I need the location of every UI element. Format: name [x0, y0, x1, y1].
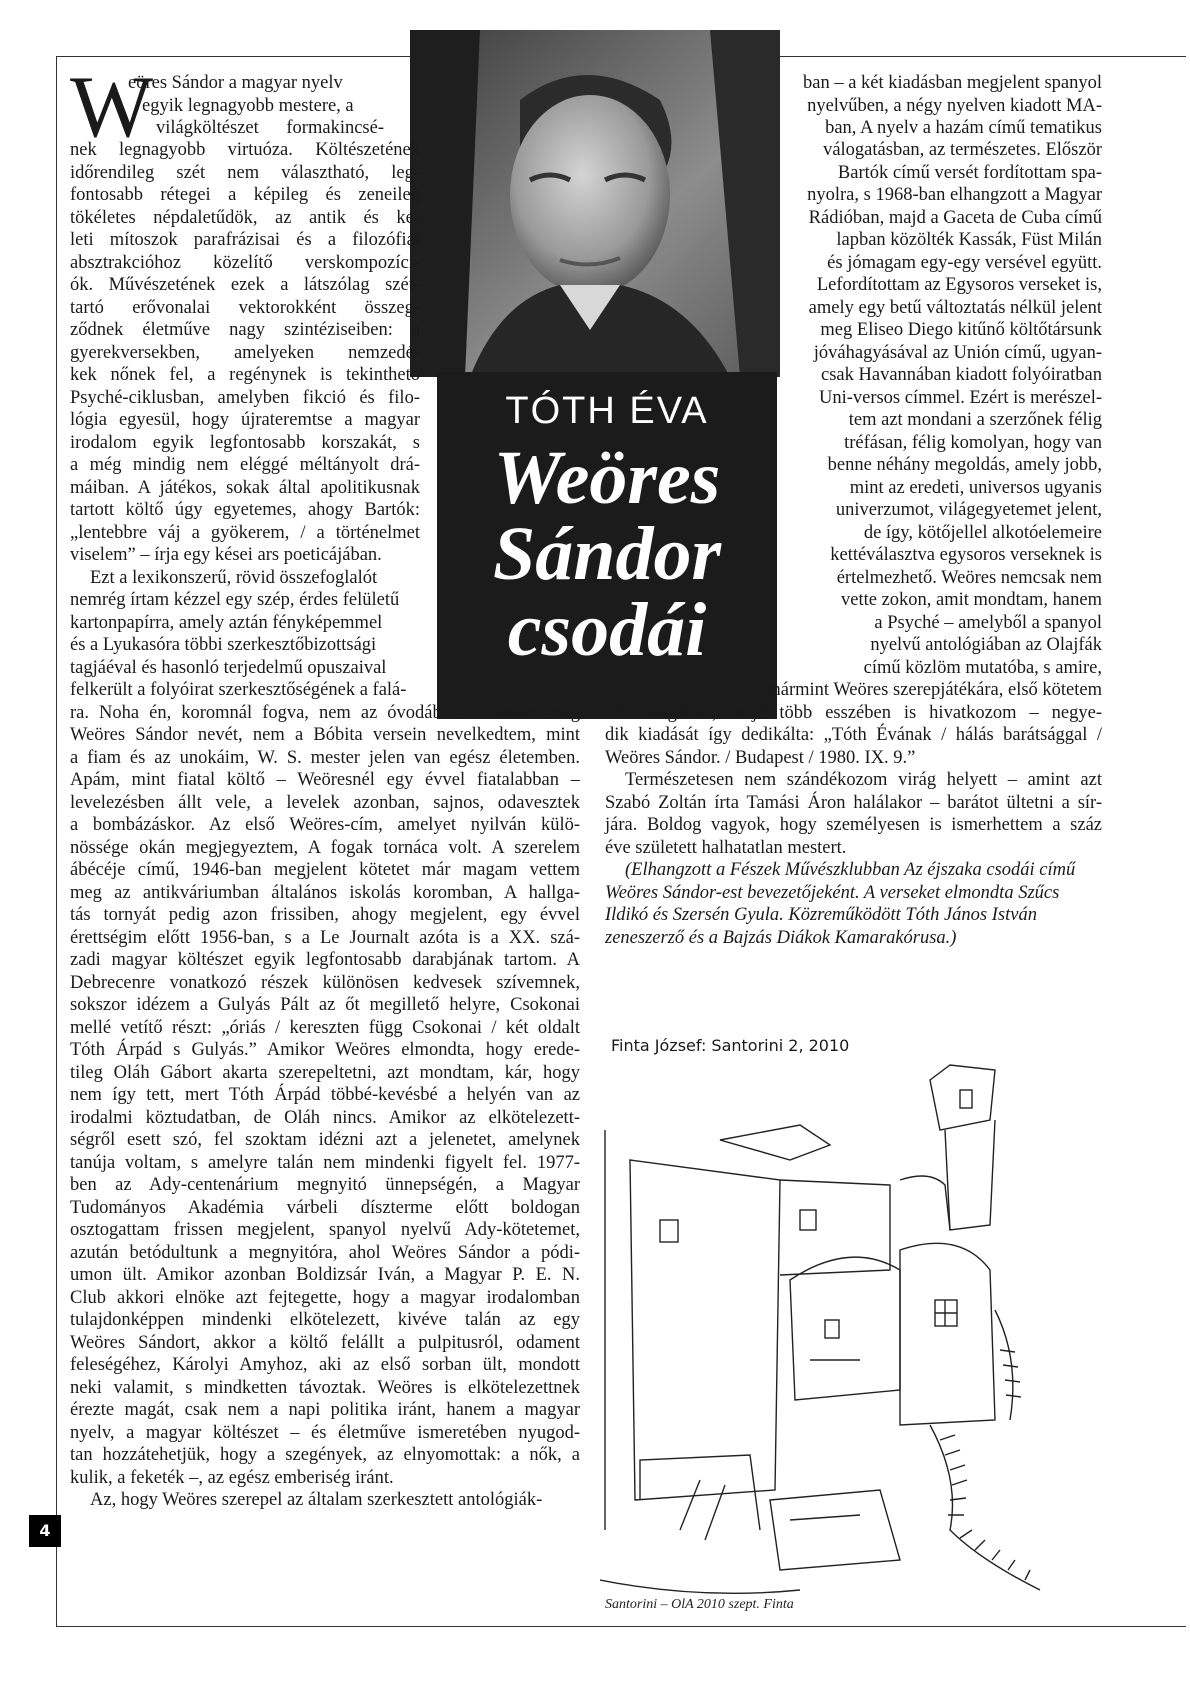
text-line: viselem” – írja egy kései ars poeticájában.: [70, 545, 382, 565]
text-line: Apám, mint fiatal költő – Weöresnél egy évvel fiatalabban –: [70, 770, 580, 790]
text-line: máiban. A játékos, sokak által apolitikusnak: [70, 478, 420, 498]
text-line: tem azt mondani a szerzőnek félig: [848, 410, 1102, 430]
sketch-signature: Santorini – OlA 2010 szept. Finta: [605, 1597, 794, 1612]
text-line: nyelvű antológiában az Olajfák: [870, 635, 1102, 655]
text-line: zadi magyar költészet egyik legfontosabb darabjának tartom. A: [70, 950, 580, 970]
text-line: nyelv, a magyar költészet – és életműve ismeretében nyugod-: [70, 1423, 580, 1443]
text-line: Weöres Sándort, akkor a költő felállt a pulpitusról, odament: [70, 1333, 580, 1353]
title-banner: [437, 372, 777, 719]
text-line: vette zokon, amit mondtam, hanem: [841, 590, 1102, 610]
title-line: csodái: [507, 588, 707, 672]
text-line: nem így tett, mert Tóth Árpád többé-kevésbé a helyén van az: [70, 1085, 580, 1105]
text-line: meg Eliseo Diego kitűnő költőtársunk: [820, 320, 1102, 340]
text-line: Ezt a lexikonszerű, rövid összefoglalót: [90, 568, 378, 588]
text-line: (Elhangzott a Fészek Művészklubban Az éjszaka csodái című: [625, 860, 1076, 880]
text-line: gyerekversekben, amelyeken nemzedé-: [70, 343, 420, 363]
text-line: Debrecenre vonatkozó részek különösen kedvesek szívemnek,: [70, 973, 580, 993]
text-line: osztogattam frissen megjelent, spanyol nyelvű Ady-kötetemet,: [70, 1220, 580, 1240]
text-line: ben az Ady-centenárium megnyitó ünnepségén, a Magyar: [70, 1175, 580, 1195]
text-line: sokszor idézem a Gulyás Pált az őt megillető helyre, Csokonai: [70, 995, 580, 1015]
text-line: tulajdonképpen mindenki elkötelezett, kivéve talán az egy: [70, 1310, 580, 1330]
text-line: tökéletes népdaletűdök, az antik és ke-: [70, 208, 420, 228]
text-line: ződnek életműve nagy szintéziseiben: a: [70, 320, 420, 340]
text-line: kartonpapírra, amely aztán fényképemmel: [70, 613, 383, 633]
text-line: és jómagam egy-egy versével együtt.: [827, 253, 1102, 273]
text-line: Rádióban, majd a Gaceta de Cuba című: [808, 208, 1102, 228]
text-line: kulik, a feketék –, az egész emberiség iránt.: [70, 1468, 394, 1488]
text-line: nek legnagyobb virtuóza. Költészetének: [70, 140, 420, 160]
illustration-caption: Finta József: Santorini 2, 2010: [611, 1036, 850, 1055]
text-line: ók. Művészetének ezek a látszólag szét-: [70, 275, 420, 295]
text-line: mellé vetítő részt: „óriás / kereszten függ Csokonai / két oldalt: [70, 1018, 580, 1038]
title-line: Weöres: [493, 436, 721, 520]
text-line: csak Havannában kiadott folyóiratban: [821, 365, 1102, 385]
text-line: Uni-versos címmel. Ezért is merészel-: [818, 388, 1102, 408]
text-line: Weöres Sándor nevét, nem a Bóbita versein nevelkedtem, mint: [70, 725, 580, 745]
text-line: ban, A nyelv a hazám című tematikus: [825, 118, 1102, 138]
title-line: Sándor: [492, 512, 722, 596]
text-line: Ildikó és Szersén Gyula. Közreműködött Tóth János István: [605, 905, 1037, 925]
text-line: ban – a két kiadásban megjelent spanyol: [803, 73, 1102, 93]
text-line: meg az antikváriumban általános iskolás koromban, A hallga-: [70, 883, 580, 903]
text-line: mint az eredeti, universos ugyanis: [849, 478, 1102, 498]
author-name: TÓTH ÉVA: [505, 390, 709, 432]
text-line: azután betódultunk a megnyitóra, ahol Weöres Sándor a pódi-: [70, 1243, 580, 1263]
text-line: értelmezhető. Weöres nemcsak nem: [836, 568, 1102, 588]
text-line: világköltészet formakincsé-: [156, 118, 384, 138]
text-line: amely egy betű változtatás nélkül jelent: [808, 298, 1102, 318]
text-line: irodalmi köztudatban, de Oláh nincs. Amikor az elkötelezett-: [70, 1108, 580, 1128]
text-line: Tudományos Akadémia várbeli díszterme előtt boldogan: [70, 1198, 580, 1218]
text-line: lapban közölték Kassák, Füst Milán: [836, 230, 1102, 250]
text-line: tartó erővonalai vektorokként összeg-: [70, 298, 420, 318]
text-line: fontosabb rétegei a képileg és zeneileg: [70, 185, 420, 205]
text-line: a fiam és az unokáim, W. S. mester jelen van egész életemben.: [70, 748, 580, 768]
text-line: tás tornyát pedig azon frissiben, ahogy megjelent, egy évvel: [70, 905, 580, 925]
text-line: ra. Noha én, koromnál fogva, nem az óvodában ismertem meg: [70, 703, 580, 723]
text-line: Bartók című versét fordítottam spa-: [837, 163, 1102, 183]
drop-cap: W: [70, 59, 154, 156]
text-line: érettségim előtt 1956-ban, s a Le Journalt azóta is a XX. szá-: [70, 928, 580, 948]
text-line: eöres Sándor a magyar nyelv: [128, 73, 343, 93]
text-line: irodalom egyik legfontosabb korszakát, s: [70, 433, 420, 453]
text-line: tanúja voltam, s amelyre talán nem mindenki figyelt fel. 1977-: [70, 1153, 580, 1173]
text-line: válogatásban, az természetes. Először: [823, 140, 1102, 160]
text-line: tileg Oláh Gábort akarta szerepeltetni, azt mondtam, kár, hogy: [70, 1063, 580, 1083]
text-line: umon ült. Amikor azonban Boldizsár Iván, a Magyar P. E. N.: [70, 1265, 580, 1285]
text-line: lógia egyesül, hogy újrateremtse a magyar: [70, 410, 420, 430]
text-line: tartott költő úgy egyetemes, ahogy Bartók:: [70, 500, 420, 520]
text-line: érezte magát, csak nem a napi politika iránt, hanem a magyar: [70, 1400, 580, 1420]
text-line: és a Lyukasóra többi szerkesztőbizottsági: [70, 635, 377, 655]
text-line: zeneszerző és a Bajzás Diákok Kamarakórusa.): [605, 928, 957, 948]
text-line: a Psyché – amelyből a spanyol: [874, 613, 1102, 633]
page-number: 4: [29, 1515, 61, 1547]
text-line: Psyché-ciklusban, amelyben fikció és filo-: [70, 388, 420, 408]
text-line: tagjáéval és hasonló terjedelmű opuszaival: [70, 658, 387, 678]
text-line: dik kiadását így dedikálta: „Tóth Évának / hálás barátsággal /: [605, 725, 1102, 745]
text-line: ábécéje című, 1946-ban megjelent kötetet már magam vettem: [70, 860, 580, 880]
text-line: „lentebbre váj a gyökerem, / a történelmet: [70, 523, 420, 543]
text-line: levelezésben állt vele, a levelek azonban, sajnos, odavesztek: [70, 793, 580, 813]
text-line: a bombázáskor. Az első Weöres-cím, amelyet nyilván külö-: [70, 815, 580, 835]
text-line: jóváhagyásával az Unión című, ugyan-: [813, 343, 1102, 363]
text-line: éve született halhatatlan mestert.: [605, 838, 847, 858]
author-portrait-photo: [410, 30, 780, 377]
text-line: Az, hogy Weöres szerepel az általam szerkesztett antológiák-: [90, 1490, 543, 1510]
text-line: feleségéhez, Károlyi Amyhoz, aki az első sorban ült, mondott: [70, 1355, 580, 1375]
text-line: a még mindig nem eléggé méltányolt drá-: [70, 455, 420, 475]
text-line: Lefordítottam az Egysoros verseket is,: [816, 275, 1102, 295]
santorini-sketch-illustration: [600, 1060, 1080, 1620]
text-line: című közlöm mutatóba, s amire,: [863, 658, 1102, 678]
text-line: nemrég írtam kézzel egy szép, érdes felületű: [70, 590, 400, 610]
text-line: kek nőnek fel, a regénynek is tekinthető: [70, 365, 420, 385]
text-line: ségről esett szó, fel szoktam idézni azt a jelenetet, amelynek: [70, 1130, 580, 1150]
text-line: mármint Weöres szerepjátékára, első kötetem: [766, 680, 1102, 700]
text-line: univerzumot, világegyetemet jelent,: [835, 500, 1102, 520]
text-line: Weöres Sándor. / Budapest / 1980. IX. 9.”: [605, 748, 916, 768]
text-line: nyelvűben, a négy nyelven kiadott MA-: [807, 96, 1102, 116]
text-line: kettéválasztva egysoros verseknek is: [830, 545, 1102, 565]
page-frame-bottom: [56, 1626, 1186, 1627]
text-line: Természetesen nem szándékozom virág helyett – amint azt: [625, 770, 1102, 790]
text-line: fülszövegében, majd több esszében is hivatkozom – negye-: [605, 703, 1102, 723]
text-line: Tóth Árpád s Gulyás.” Amikor Weöres elmondta, hogy erede-: [70, 1040, 580, 1060]
text-line: tan hozzátehetjük, hogy a szegények, az elnyomottak: a nők, a: [70, 1445, 580, 1465]
text-line: jára. Boldog vagyok, hogy személyesen is ismerhettem a száz: [605, 815, 1102, 835]
text-line: Club akkori elnöke azt fejtegette, hogy a magyar irodalomban: [70, 1288, 580, 1308]
text-line: de így, kötőjellel alkotóelemeire: [863, 523, 1102, 543]
text-line: leti mítoszok parafrázisai és a filozófiai: [70, 230, 420, 250]
text-line: felkerült a folyóirat szerkesztőségének a falá-: [70, 680, 407, 700]
text-line: egyik legnagyobb mestere, a: [142, 96, 354, 116]
text-line: Weöres Sándor-est bevezetőjeként. A verseket elmondta Szűcs: [605, 883, 1060, 903]
text-line: Szabó Zoltán írta Tamási Áron halálakor – barátot ültetni a sír-: [605, 793, 1102, 813]
text-line: nyolra, s 1968-ban elhangzott a Magyar: [807, 185, 1102, 205]
text-line: absztrakcióhoz közelítő verskompozíci-: [70, 253, 420, 273]
text-line: neki valamit, s mindketten távoztak. Weöres is elkötelezettnek: [70, 1378, 580, 1398]
text-line: benne néhány megoldás, amely jobb,: [827, 455, 1102, 475]
text-line: tréfásan, félig komolyan, hogy van: [844, 433, 1102, 453]
text-line: időrendileg szét nem választható, leg-: [70, 163, 420, 183]
page-frame-left: [56, 56, 57, 1626]
text-line: nössége okán megjegyeztem, A fogak tornáca volt. A szerelem: [70, 838, 580, 858]
